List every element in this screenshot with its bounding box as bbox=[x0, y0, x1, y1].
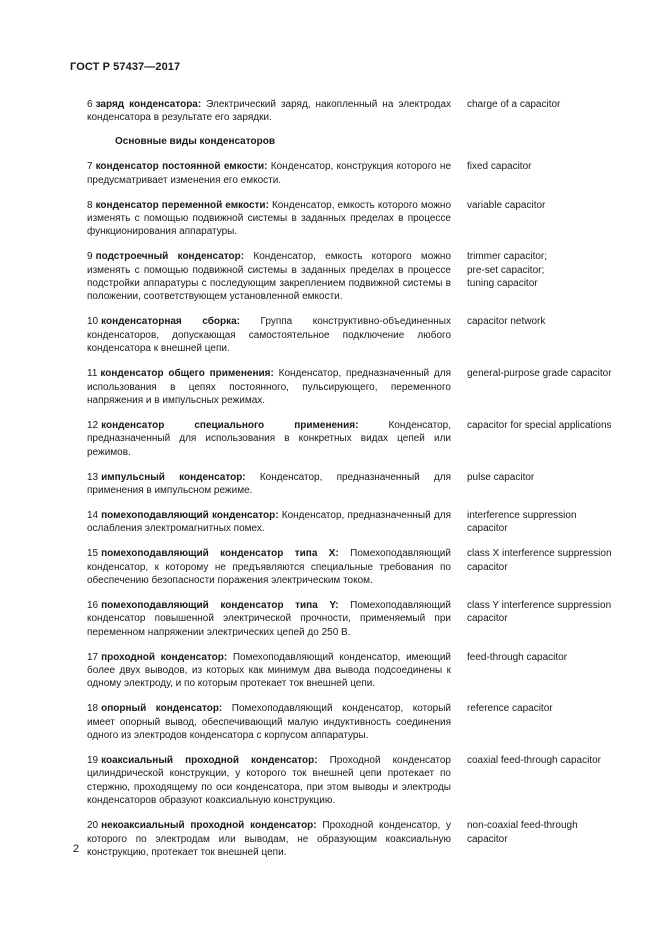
entry-definition-ru bbox=[87, 819, 451, 859]
entry-definition-ru bbox=[87, 419, 451, 459]
entry-english: variable capacitor bbox=[467, 199, 546, 211]
entry-definition: Помехоподавляющий конденсатор, который имеет опорный вывод, обеспечивающий малую индуктивность соединения одного из электродов конденсатора с корпусом аппаратуры. bbox=[87, 703, 451, 742]
entry-english: coaxial feed-through capacitor bbox=[467, 755, 601, 767]
entry-definition-ru bbox=[87, 250, 451, 304]
entry-number: 7 bbox=[87, 161, 93, 173]
entry-english: fixed capacitor bbox=[467, 161, 532, 173]
entry-definition: Конденсатор, предназначенный для использования в цепях постоянного, пульсирующего, переменного напряжения и в импульсных режимах. bbox=[87, 368, 452, 406]
entry-list bbox=[87, 160, 617, 859]
entry-term: заряд конденсатора: bbox=[95, 99, 202, 110]
term-entry bbox=[87, 419, 617, 459]
term-entry bbox=[87, 250, 617, 304]
entry-definition-ru bbox=[87, 160, 451, 187]
entry-term: подстроечный конденсатор: bbox=[95, 251, 245, 263]
entry-number: 15 bbox=[87, 548, 99, 560]
term-entry bbox=[87, 367, 617, 407]
entry-english: non-coaxial feed-through capacitor bbox=[467, 820, 578, 845]
terms-list bbox=[87, 98, 617, 871]
entry-definition-ru bbox=[87, 547, 451, 587]
entry-english: feed-through capacitor bbox=[467, 651, 568, 663]
entry-definition: Конденсатор, предназначенный для применения в импульсном режиме. bbox=[87, 471, 451, 496]
entry-term: помехоподавляющий конденсатор типа Y: bbox=[101, 599, 339, 611]
entry-number: 19 bbox=[87, 755, 99, 767]
entry-number: 16 bbox=[87, 599, 99, 611]
entry-number: 9 bbox=[87, 251, 93, 263]
entry-definition-ru bbox=[87, 509, 451, 536]
entry-term: импульсный конденсатор: bbox=[101, 471, 246, 483]
entry-number: 17 bbox=[87, 651, 99, 663]
entry-definition-ru bbox=[87, 754, 451, 808]
entry-term: коаксиальный проходной конденсатор: bbox=[101, 755, 318, 767]
term-entry bbox=[87, 754, 617, 808]
entry-number: 8 bbox=[87, 199, 93, 211]
section-heading: Основные виды конденсаторов bbox=[115, 136, 275, 148]
entry-term: проходной конденсатор: bbox=[101, 651, 228, 663]
entry-definition-ru bbox=[87, 315, 451, 355]
term-entry bbox=[87, 509, 617, 536]
standard-header: ГОСТ Р 57437—2017 bbox=[70, 61, 181, 73]
entry-definition-ru bbox=[87, 367, 451, 407]
entry-english: class Y interference suppression capacitor bbox=[467, 599, 612, 625]
entry-number: 6 bbox=[87, 99, 93, 110]
entry-definition: Группа конструктивно-объединенных конденсаторов, допускающая самостоятельное подключение любого конденсатора к внешней цепи. bbox=[87, 316, 451, 355]
entry-term: конденсатор переменной емкости: bbox=[95, 199, 269, 211]
entry-definition: Проходной конденсатор, у которого по электродам или выводам, не образующим коаксиальную конструкцию, протекает ток внешней цепи. bbox=[87, 820, 452, 858]
entry-definition: Помехоподавляющий конденсатор повышенной электрической прочности, применяемый при переменном напряжении электрических цепей до 250 В. bbox=[87, 599, 451, 638]
entry-english: interference suppression capacitor bbox=[467, 509, 577, 535]
entry-term: помехоподавляющий конденсатор типа X: bbox=[101, 548, 339, 560]
term-entry bbox=[87, 599, 617, 639]
entry-number: 14 bbox=[87, 509, 99, 521]
entry-definition: Помехоподавляющий конденсатор, имеющий более двух выводов, из которых как минимум два вывода подсоединены к одному электроду, и по которым протекает ток внешней цепи. bbox=[87, 651, 451, 690]
entry-english: pulse capacitor bbox=[467, 471, 535, 483]
entry-definition: Электрический заряд, накопленный на электродах конденсатора в результате его зарядки. bbox=[87, 99, 451, 124]
entry-number: 13 bbox=[87, 471, 99, 483]
entry-number: 10 bbox=[87, 316, 99, 328]
entry-definition: Конденсатор, емкость которого можно изменять с помощью подвижной системы в заданных пределах в процессе подстройки аппаратуры с последующим закреплением подвижной системы в положении, соответствующем установленной емкости. bbox=[87, 251, 452, 303]
entry-term: конденсаторная сборка: bbox=[101, 316, 240, 328]
entry-definition: Конденсатор, предназначенный для использования в конкретных видах цепей или режимов. bbox=[87, 419, 451, 458]
term-entry bbox=[87, 98, 617, 125]
entry-english: reference capacitor bbox=[467, 703, 553, 715]
entry-number: 12 bbox=[87, 419, 99, 431]
entry-number: 11 bbox=[87, 368, 98, 380]
term-entry bbox=[87, 819, 617, 859]
term-entry bbox=[87, 702, 617, 742]
entry-definition-ru bbox=[87, 98, 451, 125]
entry-definition-ru bbox=[87, 702, 451, 742]
entry-definition: Помехоподавляющий конденсатор, к которому не предъявляются специальные требования по обеспечению безопасности поражения электрическим током. bbox=[87, 548, 451, 586]
entry-english: class X interference suppression capacitor bbox=[467, 548, 612, 573]
entry-english: general-purpose grade capacitor bbox=[467, 368, 612, 380]
entry-number: 18 bbox=[87, 703, 99, 715]
page-number: 2 bbox=[73, 843, 80, 855]
entry-definition: Проходной конденсатор цилиндрической конструкции, у которого ток внешней цепи протекает по стержню, проходящему по оси конденсатора, при этом выводы и электроды конденсаторов образуют коаксиальную конструкцию. bbox=[87, 755, 451, 807]
entry-english: charge of a capacitor bbox=[467, 99, 561, 110]
entry-term: опорный конденсатор: bbox=[101, 703, 223, 715]
entry-english: capacitor for special applications bbox=[467, 419, 612, 431]
entry-definition-ru bbox=[87, 599, 451, 639]
term-entry bbox=[87, 199, 617, 239]
entry-term: конденсатор специального применения: bbox=[101, 419, 359, 431]
term-entry bbox=[87, 547, 617, 587]
entry-term: помехоподавляющий конденсатор: bbox=[101, 509, 279, 521]
term-entry bbox=[87, 651, 617, 691]
term-entry bbox=[87, 160, 617, 187]
entry-definition: Конденсатор, предназначенный для ослабления электромагнитных помех. bbox=[87, 509, 451, 535]
entry-definition-ru bbox=[87, 199, 451, 239]
entry-number: 20 bbox=[87, 820, 99, 832]
entry-definition: Конденсатор, конструкция которого не предусматривает изменения его емкости. bbox=[87, 161, 451, 186]
entry-definition: Конденсатор, емкость которого можно изменять с помощью подвижной системы в заданных пределах в процессе функционирования аппаратуры. bbox=[87, 199, 452, 238]
term-entry bbox=[87, 315, 617, 355]
entry-english: capacitor network bbox=[467, 316, 546, 328]
entry-term: некоаксиальный проходной конденсатор: bbox=[101, 820, 317, 832]
term-entry bbox=[87, 471, 617, 498]
entry-definition-ru bbox=[87, 471, 451, 498]
entry-term: конденсатор постоянной емкости: bbox=[95, 161, 268, 173]
entry-english: trimmer capacitor; pre-set capacitor; tuning capacitor bbox=[467, 251, 548, 290]
entry-term: конденсатор общего применения: bbox=[100, 368, 274, 380]
entry-definition-ru bbox=[87, 651, 451, 691]
